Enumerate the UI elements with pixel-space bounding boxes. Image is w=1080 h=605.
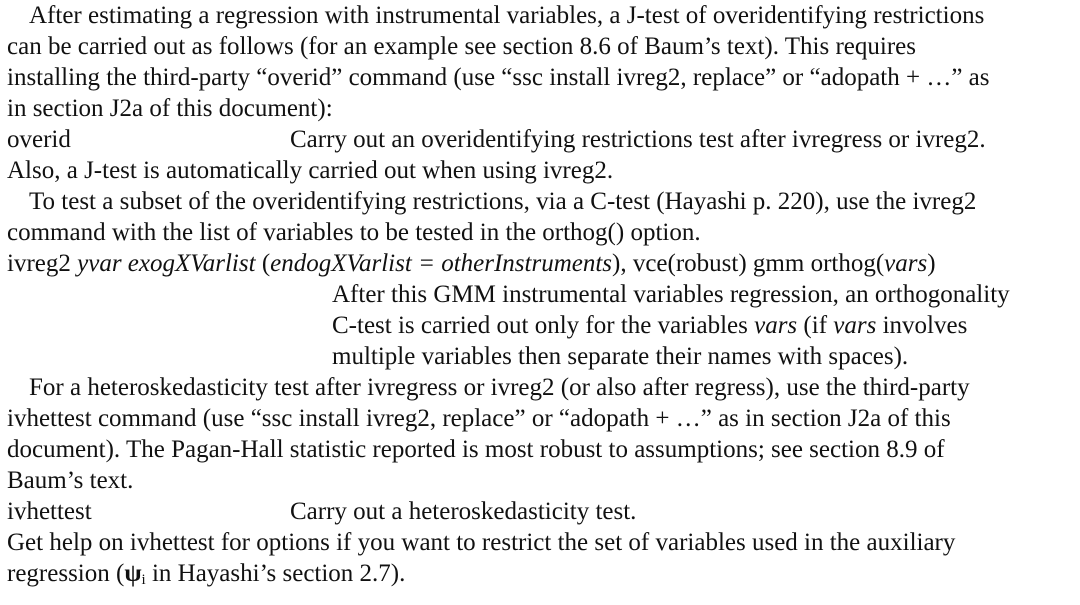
para1-line1: After estimating a regression with instrumental variables, a J-test of overidentifying restrictions — [29, 2, 985, 29]
para4-line2: regression ($\psi_i$ in Hayashi’s section 2.7). — [7, 560, 406, 588]
ivhettest-command-row — [7, 496, 1080, 527]
overid-command: overid — [7, 126, 71, 153]
ivreg2-desc-line3: multiple variables then separate their names with spaces). — [332, 343, 909, 370]
vars-placeholder: vars — [884, 250, 928, 277]
para2-line2: command with the list of variables to be tested in the orthog() option. — [7, 219, 701, 246]
overid-description: Carry out an overidentifying restrictions test after ivregress or ivreg2. — [290, 126, 986, 153]
para1-line2: can be carried out as follows (for an example see section 8.6 of Baum’s text). This requires — [7, 33, 916, 60]
ivreg2-desc-line1: After this GMM instrumental variables regression, an orthogonality — [332, 281, 1010, 308]
para3-line1: For a heteroskedasticity test after ivregress or ivreg2 (or also after regress), use the third-party — [29, 374, 970, 401]
ivhettest-command: ivhettest — [7, 498, 92, 525]
psi-subscript: i — [141, 572, 146, 588]
ivhettest-help-paragraph — [7, 527, 1080, 596]
jtest-note: Also, a J-test is automatically carried out when using ivreg2. — [7, 157, 614, 184]
ivreg2-description — [332, 279, 1080, 372]
overid-intro-paragraph — [7, 0, 1080, 124]
para1-line3: installing the third-party “overid” command (use “ssc install ivreg2, replace” or “adopath + …” as — [7, 64, 990, 91]
ivreg2-command: ivreg2 yvar exogXVarlist (endogXVarlist = otherInstruments), vce(robust) gmm orthog(vars) — [7, 250, 936, 277]
yvar-placeholder: yvar — [77, 250, 122, 277]
endog-placeholder: endogXVarlist — [270, 250, 412, 277]
ivreg2-desc-line2: C-test is carried out only for the variables vars (if vars involves — [332, 312, 968, 339]
para1-line4: in section J2a of this document): — [7, 95, 333, 122]
ivhettest-description: Carry out a heteroskedasticity test. — [290, 498, 637, 525]
exog-placeholder: exogXVarlist — [127, 250, 256, 277]
para2-line1: To test a subset of the overidentifying restrictions, via a C-test (Hayashi p. 220), use the ivreg2 — [29, 188, 977, 215]
para3-line2: ivhettest command (use “ssc install ivreg2, replace” or “adopath + …” as in section J2a of this — [7, 405, 951, 432]
para4-line1: Get help on ivhettest for options if you want to restrict the set of variables used in the auxiliary — [7, 529, 956, 556]
ctest-paragraph — [7, 186, 1080, 248]
instruments-placeholder: otherInstruments — [441, 250, 613, 277]
overid-command-row — [7, 124, 1080, 155]
para3-line4: Baum’s text. — [7, 467, 134, 494]
para3-line3: document). The Pagan-Hall statistic reported is most robust to assumptions; see section 8.9 of — [7, 436, 945, 463]
psi-symbol: ψ — [124, 560, 142, 587]
heteroskedasticity-paragraph — [7, 372, 1080, 496]
